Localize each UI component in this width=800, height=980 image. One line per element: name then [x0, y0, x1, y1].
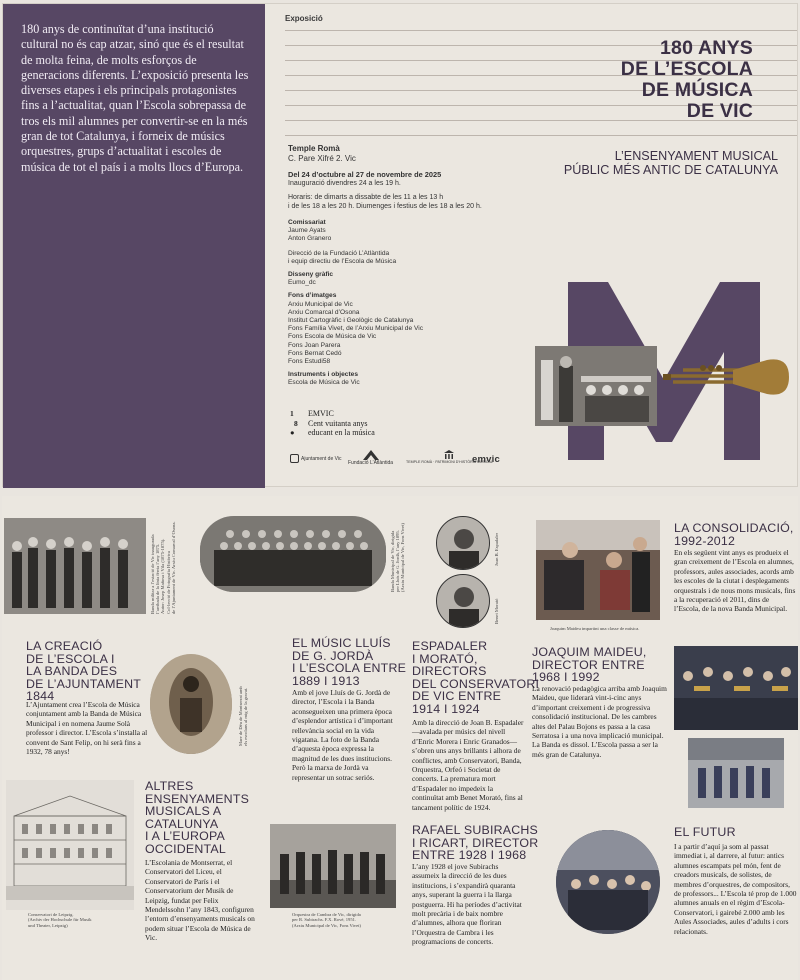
section-body-music: Amb el jove Lluís de G. Jordà de director, l’Escola i la Banda aconsegueixen una primera època d’esplendor artística i d’important rellevància social en la vida vigatana. La foto de la Banda d’aquesta època expressa la magnitud de les dues institucions. Però la marxa de Jordà va representar un sotrac seriós. [292, 688, 393, 782]
subtitle-line: L’ENSENYAMENT MUSICAL [614, 149, 778, 163]
section-title-music [292, 637, 406, 687]
section-title-consolidacio [674, 522, 794, 547]
caption-line: l’arribada de la línia fèrria l’any 1875. [155, 543, 161, 614]
title-line: 1992-2012 [674, 533, 736, 548]
credits-heading: Fons d’imatges [288, 292, 337, 300]
title-line: LA CREACIÓ [26, 639, 103, 653]
intro-panel [3, 4, 265, 488]
drawing-leipzig-conservatori [6, 780, 134, 910]
title-line: DEL CONSERVATORI [412, 676, 540, 691]
exhibition-dates: Del 24 d’octubre al 27 de novembre de 2025 [288, 170, 442, 179]
caption-line: per R. Subirachs. F.X. Rové, 1951. [292, 917, 357, 923]
trumpet-photo [663, 356, 793, 398]
credit-line: Arxiu Comarcal d’Osona [288, 308, 360, 316]
bullet: ● [290, 428, 295, 437]
section-body-espadaler: Amb la direcció de Joan B. Espadaler —avalada per músics del nivell d’Enric Morera i Enric Granados— s’obren uns anys brillants i alhora de conflictes, amb Conservatori, Banda, Orquestra, Orfeó i Societat de concerts. La prematura mort d’Espadaler no impedeix la continuïtat amb Benet Morató, fins al tancament polític de 1924. [412, 718, 524, 812]
exhibition-cover [2, 3, 798, 487]
title-line: DE L’AJUNTAMENT [26, 676, 141, 691]
caption-line: (Arxiu Municipal de Vic, Fons Vivet) [292, 922, 361, 928]
section-title-subirachs [412, 824, 538, 862]
caption-espadaler: Joan B. Espadaler [494, 532, 499, 566]
caption-line: Banda Municipal de Vic, dirigida [390, 530, 395, 592]
emvic-line: educant en la música [308, 428, 375, 437]
title-line: DE G. JORDÀ [292, 648, 374, 663]
caption-leipzig [28, 912, 138, 928]
title-line: 1968 I 1992 [532, 670, 600, 685]
photo-mare-de-deu [150, 654, 232, 754]
title-line: I L’ESCOLA ENTRE [292, 661, 407, 676]
portrait-espadaler [436, 516, 490, 570]
title-line: DE L’ESCOLA I [26, 651, 115, 666]
caption-line: Mare de Déu de Montserrat amb [238, 686, 243, 746]
section-body-subirachs: L’any 1928 el jove Subirachs assumeix la direcció de les dues institucions, i s’expandirà quaranta anys, superant la guerra i la llarga postguerra. Hi ha períodes d’activitat molt precària i de baix nombre d’alumnes, alhora que floriran l’Orquestra de Cambra i les programacions de concerts. [412, 862, 522, 947]
credit-line: Escola de Música de Vic [288, 379, 360, 387]
digit: 1 [290, 409, 294, 418]
caption-line: Banda militar a l’estació de Vic inaugurada [150, 534, 155, 614]
title-line: JOAQUIM MAIDEU, [532, 645, 647, 659]
photo-military-band [4, 518, 146, 614]
temple-icon [444, 450, 454, 460]
section-title-creacio [26, 640, 141, 703]
logo-text: TEMPLE ROMÀ · PATRIMONI D’HISTÒRIA MUSICAL [406, 460, 493, 464]
credit-line: Fons Bernat Cedó [288, 349, 342, 357]
credit-line: Direcció de la Fundació L’Atlàntida [288, 249, 390, 257]
title-line: ENSENYAMENTS [145, 791, 250, 806]
subtitle [523, 149, 778, 177]
rule-line [285, 30, 797, 31]
credit-line: Anton Granero [288, 235, 332, 243]
title-line: DE MÚSICA [641, 79, 753, 101]
title-line: I RICART, DIRECTOR [412, 835, 539, 850]
subtitle-line: PÚBLIC MÉS ANTIC DE CATALUNYA [563, 163, 778, 177]
title-line: EL FUTUR [674, 825, 736, 839]
title-line: DIRECTORS [412, 664, 487, 679]
credit-line: Fons Joan Parera [288, 341, 341, 349]
title-line: I MORATÓ, [412, 651, 478, 666]
title-line: ALTRES [145, 779, 194, 793]
hours-line: Horaris: de dimarts a dissabte de les 11 a les 13 h [288, 194, 444, 201]
hours-line: i de les 18 a les 20 h. Diumenges i festius de les 18 a les 20 h. [288, 203, 482, 210]
title-line: DIRECTOR ENTRE [532, 657, 645, 672]
photo-street-parade [688, 738, 784, 808]
credit-line: Eumo_dc [288, 279, 316, 287]
shield-icon [290, 454, 299, 463]
caption-line: Autor: Josep Mañosa i Vila (1875-1875). [160, 538, 166, 614]
caption-line: Orquestra de Cambra de Vic, dirigida [292, 912, 361, 917]
title-line: LA BANDA DES [26, 664, 118, 679]
title-line: 1844 [26, 689, 55, 704]
photo-futur-orchestra [556, 830, 660, 934]
credit-line: Institut Cartogràfic i Geològic de Catalunya [288, 317, 414, 325]
atlantida-icon [363, 450, 379, 460]
credit-line: Fons Escola de Música de Vic [288, 333, 377, 341]
section-body-consolidacio: En els següent vint anys es produeix el gran creixement de l’Escola en alumnes, professors, aules associades, acords amb les escoles de la ciutat i desplegaments orquestrals i de nous mons musicals, fins a la recuperació el 2011, dins de l’Escola, de la nova Banda Municipal. [674, 548, 796, 614]
emvic-digits [290, 409, 304, 438]
opening-hours [288, 193, 508, 211]
caption-line: de l’Ajuntament de Vic. Arxiu Comarcal d’Osona. [170, 521, 176, 614]
title-line: RAFAEL SUBIRACHS [412, 823, 538, 837]
section-body-altres: L’Escolania de Montserrat, el Conservatori del Liceu, el Conservatori de París i el Conservatorium der Musik de Leipzig, fundat per Felix Mendelssohn l’any 1843, configuren l’entorn d’ensenyaments musicals on podem situar l’Escola de Música de Vic. [145, 858, 255, 943]
photo-concert-band [674, 646, 798, 730]
caption-line: Col·lecció de Fotografia Històrica [165, 551, 171, 614]
title-line: I A L’EUROPA [145, 829, 225, 844]
exhibition-label: Exposició [285, 14, 323, 23]
credits-heading: Instruments i objectes [288, 371, 358, 379]
section-body-maideu: La renovació pedagògica arriba amb Joaquim Maideu, que liderarà vint-i-cinc anys d’important creixement i de progressiva consolidació institucional. De les cambres altes del Palau Bojons es passa a la casa Serratosa i a una nova implicació municipal. La Banda es dissol. L’Escola passa a ser la més gran de Catalunya. [532, 684, 667, 759]
logo-text: Fundació L’Atlàntida [348, 460, 394, 466]
caption-line: Conservatori de Leipzig. [28, 912, 74, 917]
venue-address: C. Pare Xifré 2. Vic [288, 154, 356, 163]
title-line: OCCIDENTAL [145, 841, 226, 856]
credits-heading: Comissariat [288, 219, 326, 226]
title-line: 1889 I 1913 [292, 673, 360, 688]
section-title-altres [145, 780, 249, 856]
main-title [563, 38, 753, 122]
logo-fundacio [348, 450, 393, 466]
photo-maideu-classe [536, 520, 660, 620]
section-title-futur [674, 826, 736, 839]
inauguration: Inauguració divendres 24 a les 19 h. [288, 180, 401, 187]
title-line: MUSICALS A [145, 804, 222, 819]
caption-line: els escolans al mig de la gravat. [243, 687, 249, 746]
digit: 8 [294, 418, 298, 428]
title-line: 180 ANYS [659, 37, 753, 59]
emvic-line: Cent vuitanta anys [308, 418, 368, 428]
credits-heading: Disseny gràfic [288, 271, 334, 279]
title-line: 1914 I 1924 [412, 701, 480, 716]
caption-line: (Archiv der Hochschule für Musik [28, 917, 92, 923]
portrait-morato [436, 574, 490, 628]
emvic-text [308, 409, 375, 438]
credit-line: Fons Estudi58 [288, 358, 331, 366]
emvic-line: EMVIC [308, 409, 334, 418]
caption-line: (Arxiu Municipal de Vic, Fons Vivet) [400, 523, 406, 592]
caption-military-band [150, 521, 176, 614]
venue-name: Temple Romà [288, 144, 340, 153]
exhibition-info [288, 144, 508, 388]
section-title-maideu [532, 646, 647, 684]
caption-mare-de-deu [238, 686, 248, 746]
title-line: ENTRE 1928 I 1968 [412, 848, 527, 863]
credit-line: i equip directiu de l’Escola de Música [288, 257, 397, 265]
historic-photo-children [535, 346, 657, 426]
title-line: CATALUNYA [145, 816, 219, 831]
title-line: DE VIC [686, 100, 753, 122]
logo-text: Ajuntament de Vic [301, 455, 342, 462]
title-line: EL MÚSIC LLUÍS [292, 636, 391, 650]
title-line: LA CONSOLIDACIÓ, [674, 521, 794, 535]
credit-line: Jaume Ayats [288, 227, 326, 235]
section-title-espadaler [412, 640, 539, 716]
caption-morato: Benet Morató [494, 598, 499, 624]
title-line: DE VIC ENTRE [412, 689, 502, 704]
photo-banda-municipal [200, 516, 386, 592]
caption-orquestra [292, 912, 402, 928]
section-body-creacio: L’Ajuntament crea l’Escola de Música conjuntament amb la Banda de Música Municipal i en nomena Jaume Solà professor i director. L’Escola s’installa al convent de Sant Felip, on hi serà fins a 1932, 78 anys! [26, 700, 148, 757]
photo-orquestra-cambra [270, 824, 396, 908]
title-line: ESPADALER [412, 639, 488, 653]
intro-text: 180 anys de continuïtat d’una institució cultural no és cap atzar, sinó que és el resultat de molta feina, de molts esforços de generacions diferents. L’exposició presenta les diverses etapes i els principals protagonistes fins a l’actualitat, quan l’Escola sobrepassa de tros els mil alumnes per convertir-se en la més gran de tot Catalunya, i forneix de músics orquestres, grups d’actualitat i escoles de música de tot el país i a molts llocs d’Europa. [21, 22, 249, 174]
title-line: DE L’ESCOLA [620, 58, 753, 80]
section-body-futur: I a partir d’aquí ja som al passat immediat i, al darrere, al futur: antics alumnes escampats pel món, fent de creadors musicals, de solistes, de membres d’orquestres, de compositors, de professors... L’Escola té prop de 1.000 alumnes anuals en el règim d’Escola-Conservatori, i gairebé 2.000 amb les Aules Associades, aules d’adults i cors relacionats. [674, 842, 797, 936]
caption-banda-municipal [390, 523, 406, 592]
logo-ajuntament [290, 454, 342, 463]
caption-line: per Lluís de G. Jordà, l’any 1895. [395, 530, 401, 592]
credit-line: Arxiu Municipal de Vic [288, 300, 353, 308]
caption-line: und Theater, Leipzig) [28, 922, 68, 928]
caption-maideu: Joaquim Maideu impartint una classe de música. [550, 626, 640, 631]
logo-emvic: emvic [472, 454, 500, 465]
rule-line [285, 135, 797, 136]
credit-line: Fons Família Vivet, de l’Arxiu Municipal de Vic [288, 325, 423, 333]
exhibition-inner [2, 496, 798, 980]
sponsor-logos [290, 450, 530, 470]
